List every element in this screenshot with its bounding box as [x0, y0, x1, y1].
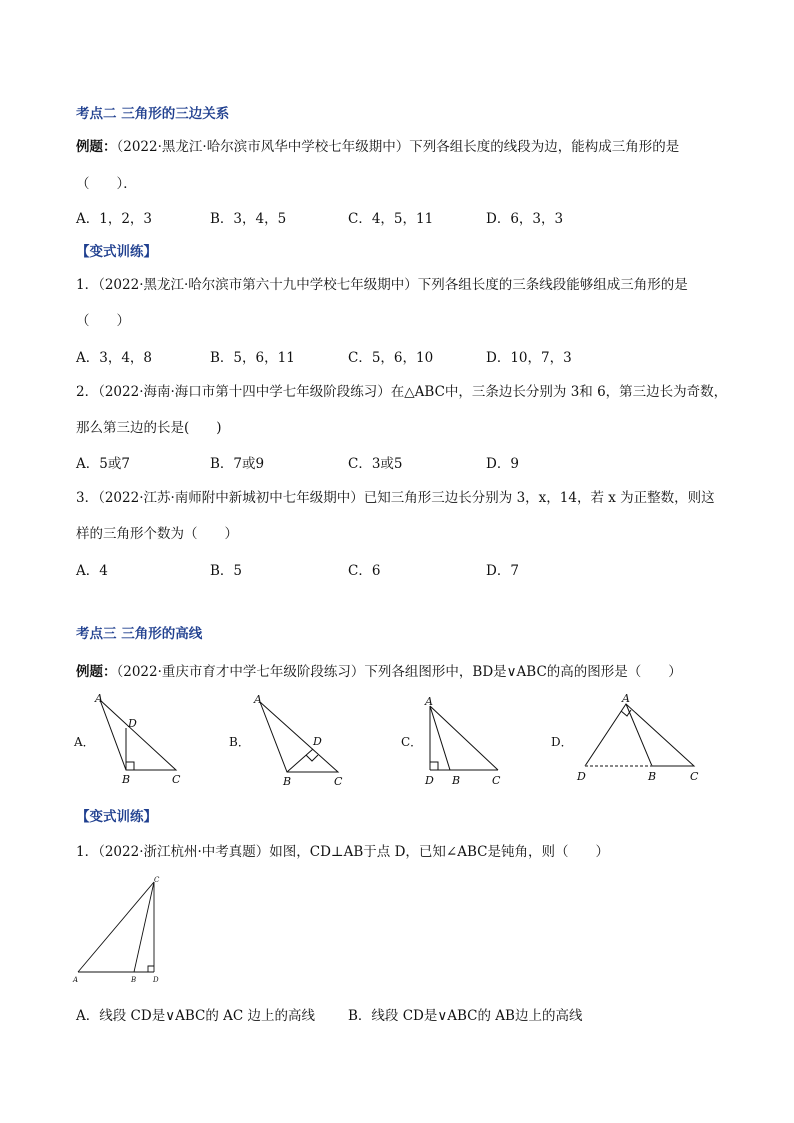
example-label: 例题： — [76, 664, 117, 680]
point-c: C — [154, 876, 160, 884]
option-a: A．3，4，8 — [76, 350, 153, 366]
option-a: A．1，2，3 — [76, 211, 153, 227]
point-a: A — [254, 693, 262, 706]
question-4-figure — [70, 876, 230, 986]
figure-b-altitude — [287, 749, 313, 772]
example-text: （2022·黑龙江·哈尔滨市风华中学校七年级期中）下列各组长度的线段为边，能构成三角形的是 — [116, 139, 680, 155]
right-angle-mark — [148, 966, 154, 972]
point-d: D — [128, 717, 137, 730]
point-d: D — [313, 735, 322, 748]
figure-d-altitude — [626, 704, 652, 766]
question-2-options — [76, 452, 726, 472]
point-c: C — [172, 773, 181, 786]
question-3-cont: 样的三角形个数为（ ） — [76, 526, 238, 542]
figure-d-label: D． — [551, 735, 573, 749]
figure-a-right-angle-mark — [126, 762, 134, 770]
point-b: B — [131, 976, 137, 984]
figure-d-right-angle-mark — [621, 710, 631, 716]
example-question-3 — [76, 660, 682, 680]
point-a: A — [95, 692, 103, 705]
option-c: C．6 — [348, 563, 381, 579]
question-4: 1．（2022·浙江杭州·中考真题）如图，CD⊥AB于点 D，已知∠ABC是钝角，则（ ） — [76, 844, 609, 860]
figure-b-right-angle-mark — [306, 755, 318, 761]
variant-training-label-2: 【变式训练】 — [76, 809, 157, 825]
point-a: A — [73, 976, 79, 984]
point-a: A — [622, 692, 630, 705]
option-c: C．3或5 — [348, 456, 403, 472]
point-c: C — [334, 775, 343, 788]
option-c: C．5，6，10 — [348, 350, 434, 366]
figure-b — [260, 702, 338, 772]
question-4-options — [76, 1004, 726, 1024]
point-b: B — [452, 774, 461, 787]
figure-b-label: B． — [229, 735, 250, 749]
figure-a — [100, 700, 176, 770]
option-d: D．6，3，3 — [486, 211, 564, 227]
question-2-cont: 那么第三边的长是( ) — [76, 420, 222, 436]
point-d: D — [425, 774, 434, 787]
point-c: C — [492, 774, 501, 787]
figure-c — [430, 706, 498, 770]
option-d: D．7 — [486, 563, 519, 579]
question-3-options — [76, 559, 726, 579]
option-a: A．5或7 — [76, 456, 130, 472]
segment-ac — [78, 882, 154, 972]
point-d: D — [577, 770, 586, 783]
example-text: （2022·重庆市育才中学七年级阶段练习）下列各组图形中，BD是∨ABC的高的图形是（ ） — [116, 664, 682, 680]
option-b: B．7或9 — [210, 456, 265, 472]
option-b: B．5，6，11 — [210, 350, 295, 366]
question-3: 3．（2022·江苏·南师附中新城初中七年级期中）已知三角形三边长分别为 3，x，14，若 x 为正整数，则这 — [76, 490, 715, 506]
point-b: B — [283, 775, 292, 788]
question-1-options — [76, 346, 726, 366]
question-2: 2．（2022·海南·海口市第十四中学七年级阶段练习）在△ABC中，三条边长分别为 3和 6，第三边长为奇数， — [76, 384, 728, 400]
point-d: D — [153, 976, 159, 984]
example-2-options — [76, 207, 726, 227]
option-a: A．线段 CD是∨ABC的 AC 边上的高线 — [76, 1008, 315, 1024]
example-label: 例题： — [76, 139, 117, 155]
question-1: 1．（2022·黑龙江·哈尔滨市第六十九中学校七年级期中）下列各组长度的三条线段能够组成三角形的是 — [76, 277, 688, 293]
example-question-2 — [76, 135, 679, 155]
option-b: B．3，4，5 — [210, 211, 287, 227]
example-question-2-cont: （ ）． — [76, 176, 137, 192]
point-c: C — [690, 770, 699, 783]
altitude-figures — [0, 688, 794, 798]
option-d: D．10，7，3 — [486, 350, 572, 366]
point-b: B — [648, 770, 657, 783]
option-a: A．4 — [76, 563, 108, 579]
section-title-2: 考点二 三角形的三边关系 — [76, 106, 230, 122]
figure-a-label: A． — [74, 735, 95, 749]
option-b: B．线段 CD是∨ABC的 AB边上的高线 — [348, 1008, 583, 1024]
point-b: B — [122, 773, 131, 786]
question-1-cont: （ ） — [76, 313, 130, 329]
point-a: A — [425, 695, 433, 708]
option-d: D．9 — [486, 456, 519, 472]
segment-cb — [134, 882, 154, 972]
figure-c-label: C． — [401, 735, 423, 749]
variant-training-label: 【变式训练】 — [76, 244, 157, 260]
option-c: C．4，5，11 — [348, 211, 434, 227]
section-title-3: 考点三 三角形的高线 — [76, 626, 203, 642]
figure-c-right-angle-mark — [430, 762, 438, 770]
figure-d — [585, 704, 694, 766]
figure-a-triangle — [100, 700, 176, 770]
option-b: B．5 — [210, 563, 243, 579]
